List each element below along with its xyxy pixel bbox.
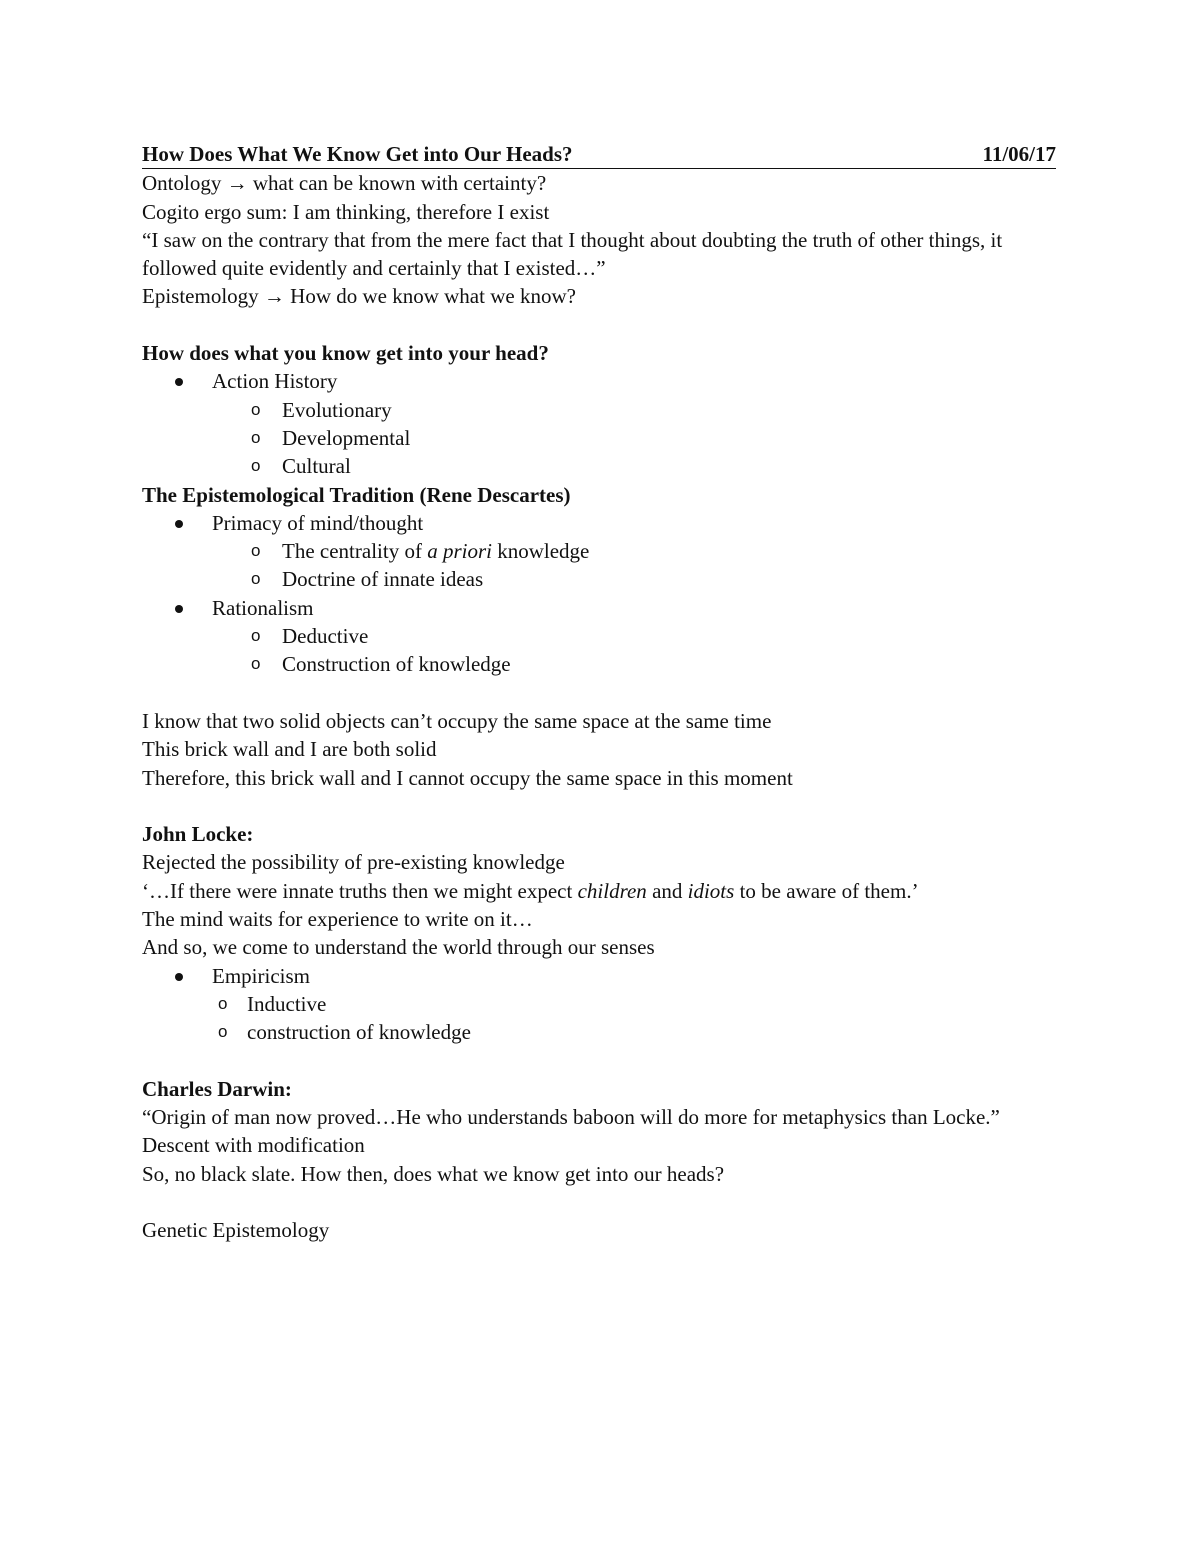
spacer bbox=[142, 792, 1056, 820]
sub-list-item-label: Inductive bbox=[247, 991, 327, 1016]
locke-line: And so, we come to understand the world through our senses bbox=[142, 935, 655, 960]
text-run: The centrality of bbox=[282, 539, 428, 564]
sub-list-item bbox=[142, 650, 1056, 678]
bullet-icon bbox=[175, 520, 183, 528]
locke-quote bbox=[142, 877, 1056, 905]
circle-bullet-icon: o bbox=[251, 427, 261, 447]
descartes-quote: “I saw on the contrary that from the mere fact that I thought about doubting the truth of other things, it followed quite evidently and certainly that I existed…” bbox=[142, 227, 1003, 281]
document-page bbox=[142, 140, 1056, 1245]
intro-line: Epistemology → How do we know what we know? bbox=[142, 284, 576, 309]
circle-bullet-icon: o bbox=[251, 626, 261, 646]
closing-line: Genetic Epistemology bbox=[142, 1218, 330, 1243]
syllogism-line: Therefore, this brick wall and I cannot occupy the same space in this moment bbox=[142, 765, 793, 790]
syllogism-line: I know that two solid objects can’t occupy the same space at the same time bbox=[142, 708, 772, 733]
spacer bbox=[142, 311, 1056, 339]
text-run: ‘…If there were innate truths then we might expect bbox=[142, 878, 578, 903]
section-heading: John Locke: bbox=[142, 822, 254, 847]
bullet-icon bbox=[175, 973, 183, 981]
list-item bbox=[142, 594, 1056, 622]
text-run: to be aware of them.’ bbox=[734, 878, 919, 903]
sub-list-item bbox=[142, 424, 1056, 452]
sub-list-item bbox=[142, 1018, 1056, 1046]
sub-list-item bbox=[142, 396, 1056, 424]
darwin-line: So, no black slate. How then, does what we know get into our heads? bbox=[142, 1161, 725, 1186]
list-item-label: Action History bbox=[212, 369, 338, 394]
circle-bullet-icon: o bbox=[218, 1022, 228, 1042]
bullet-icon bbox=[175, 605, 183, 613]
sub-list-item-label bbox=[282, 539, 589, 563]
circle-bullet-icon: o bbox=[251, 569, 261, 589]
syllogism-line: This brick wall and I are both solid bbox=[142, 737, 437, 762]
bullet-icon bbox=[175, 378, 183, 386]
sub-list-item-label: Deductive bbox=[282, 624, 369, 649]
circle-bullet-icon: o bbox=[251, 541, 261, 561]
intro-line: Ontology → what can be known with certainty? bbox=[142, 171, 547, 196]
page-date: 11/06/17 bbox=[982, 142, 1056, 166]
section-heading: Charles Darwin: bbox=[142, 1076, 292, 1101]
darwin-line: Descent with modification bbox=[142, 1133, 365, 1158]
title-row bbox=[142, 140, 1056, 169]
darwin-quote: “Origin of man now proved…He who understands baboon will do more for metaphysics than Locke.” bbox=[142, 1105, 1000, 1130]
list-item bbox=[142, 962, 1056, 990]
sub-list-item bbox=[142, 452, 1056, 480]
spacer bbox=[142, 679, 1056, 707]
sub-list-item-label: Doctrine of innate ideas bbox=[282, 567, 484, 592]
sub-list-item-label: Construction of knowledge bbox=[282, 652, 511, 677]
list-item-label: Primacy of mind/thought bbox=[212, 510, 424, 535]
page-title: How Does What We Know Get into Our Heads? bbox=[142, 142, 573, 166]
list-item bbox=[142, 367, 1056, 395]
section-heading: The Epistemological Tradition (Rene Descartes) bbox=[142, 482, 571, 507]
sub-list-item bbox=[142, 537, 1056, 565]
section-heading: How does what you know get into your head? bbox=[142, 341, 549, 366]
locke-line: Rejected the possibility of pre-existing knowledge bbox=[142, 850, 565, 875]
intro-line: Cogito ergo sum: I am thinking, therefore I exist bbox=[142, 199, 550, 224]
circle-bullet-icon: o bbox=[251, 654, 261, 674]
sub-list-item-label: Developmental bbox=[282, 425, 411, 450]
circle-bullet-icon: o bbox=[218, 993, 228, 1013]
sub-list-item bbox=[142, 990, 1056, 1018]
list-item-label: Empiricism bbox=[212, 963, 310, 988]
spacer bbox=[142, 1047, 1056, 1075]
sub-list-item-label: Cultural bbox=[282, 454, 351, 479]
spacer bbox=[142, 1188, 1056, 1216]
italic-term: children bbox=[577, 878, 647, 903]
circle-bullet-icon: o bbox=[251, 456, 261, 476]
italic-term: a priori bbox=[427, 539, 492, 564]
sub-list-item-label: Evolutionary bbox=[282, 397, 392, 422]
sub-list-item bbox=[142, 565, 1056, 593]
text-run: knowledge bbox=[491, 539, 590, 564]
text-run: and bbox=[646, 878, 688, 903]
locke-line: The mind waits for experience to write on it… bbox=[142, 907, 533, 932]
list-item-label: Rationalism bbox=[212, 595, 314, 620]
italic-term: idiots bbox=[687, 878, 735, 903]
sub-list-item bbox=[142, 622, 1056, 650]
circle-bullet-icon: o bbox=[251, 399, 261, 419]
list-item bbox=[142, 509, 1056, 537]
sub-list-item-label: construction of knowledge bbox=[247, 1020, 471, 1045]
